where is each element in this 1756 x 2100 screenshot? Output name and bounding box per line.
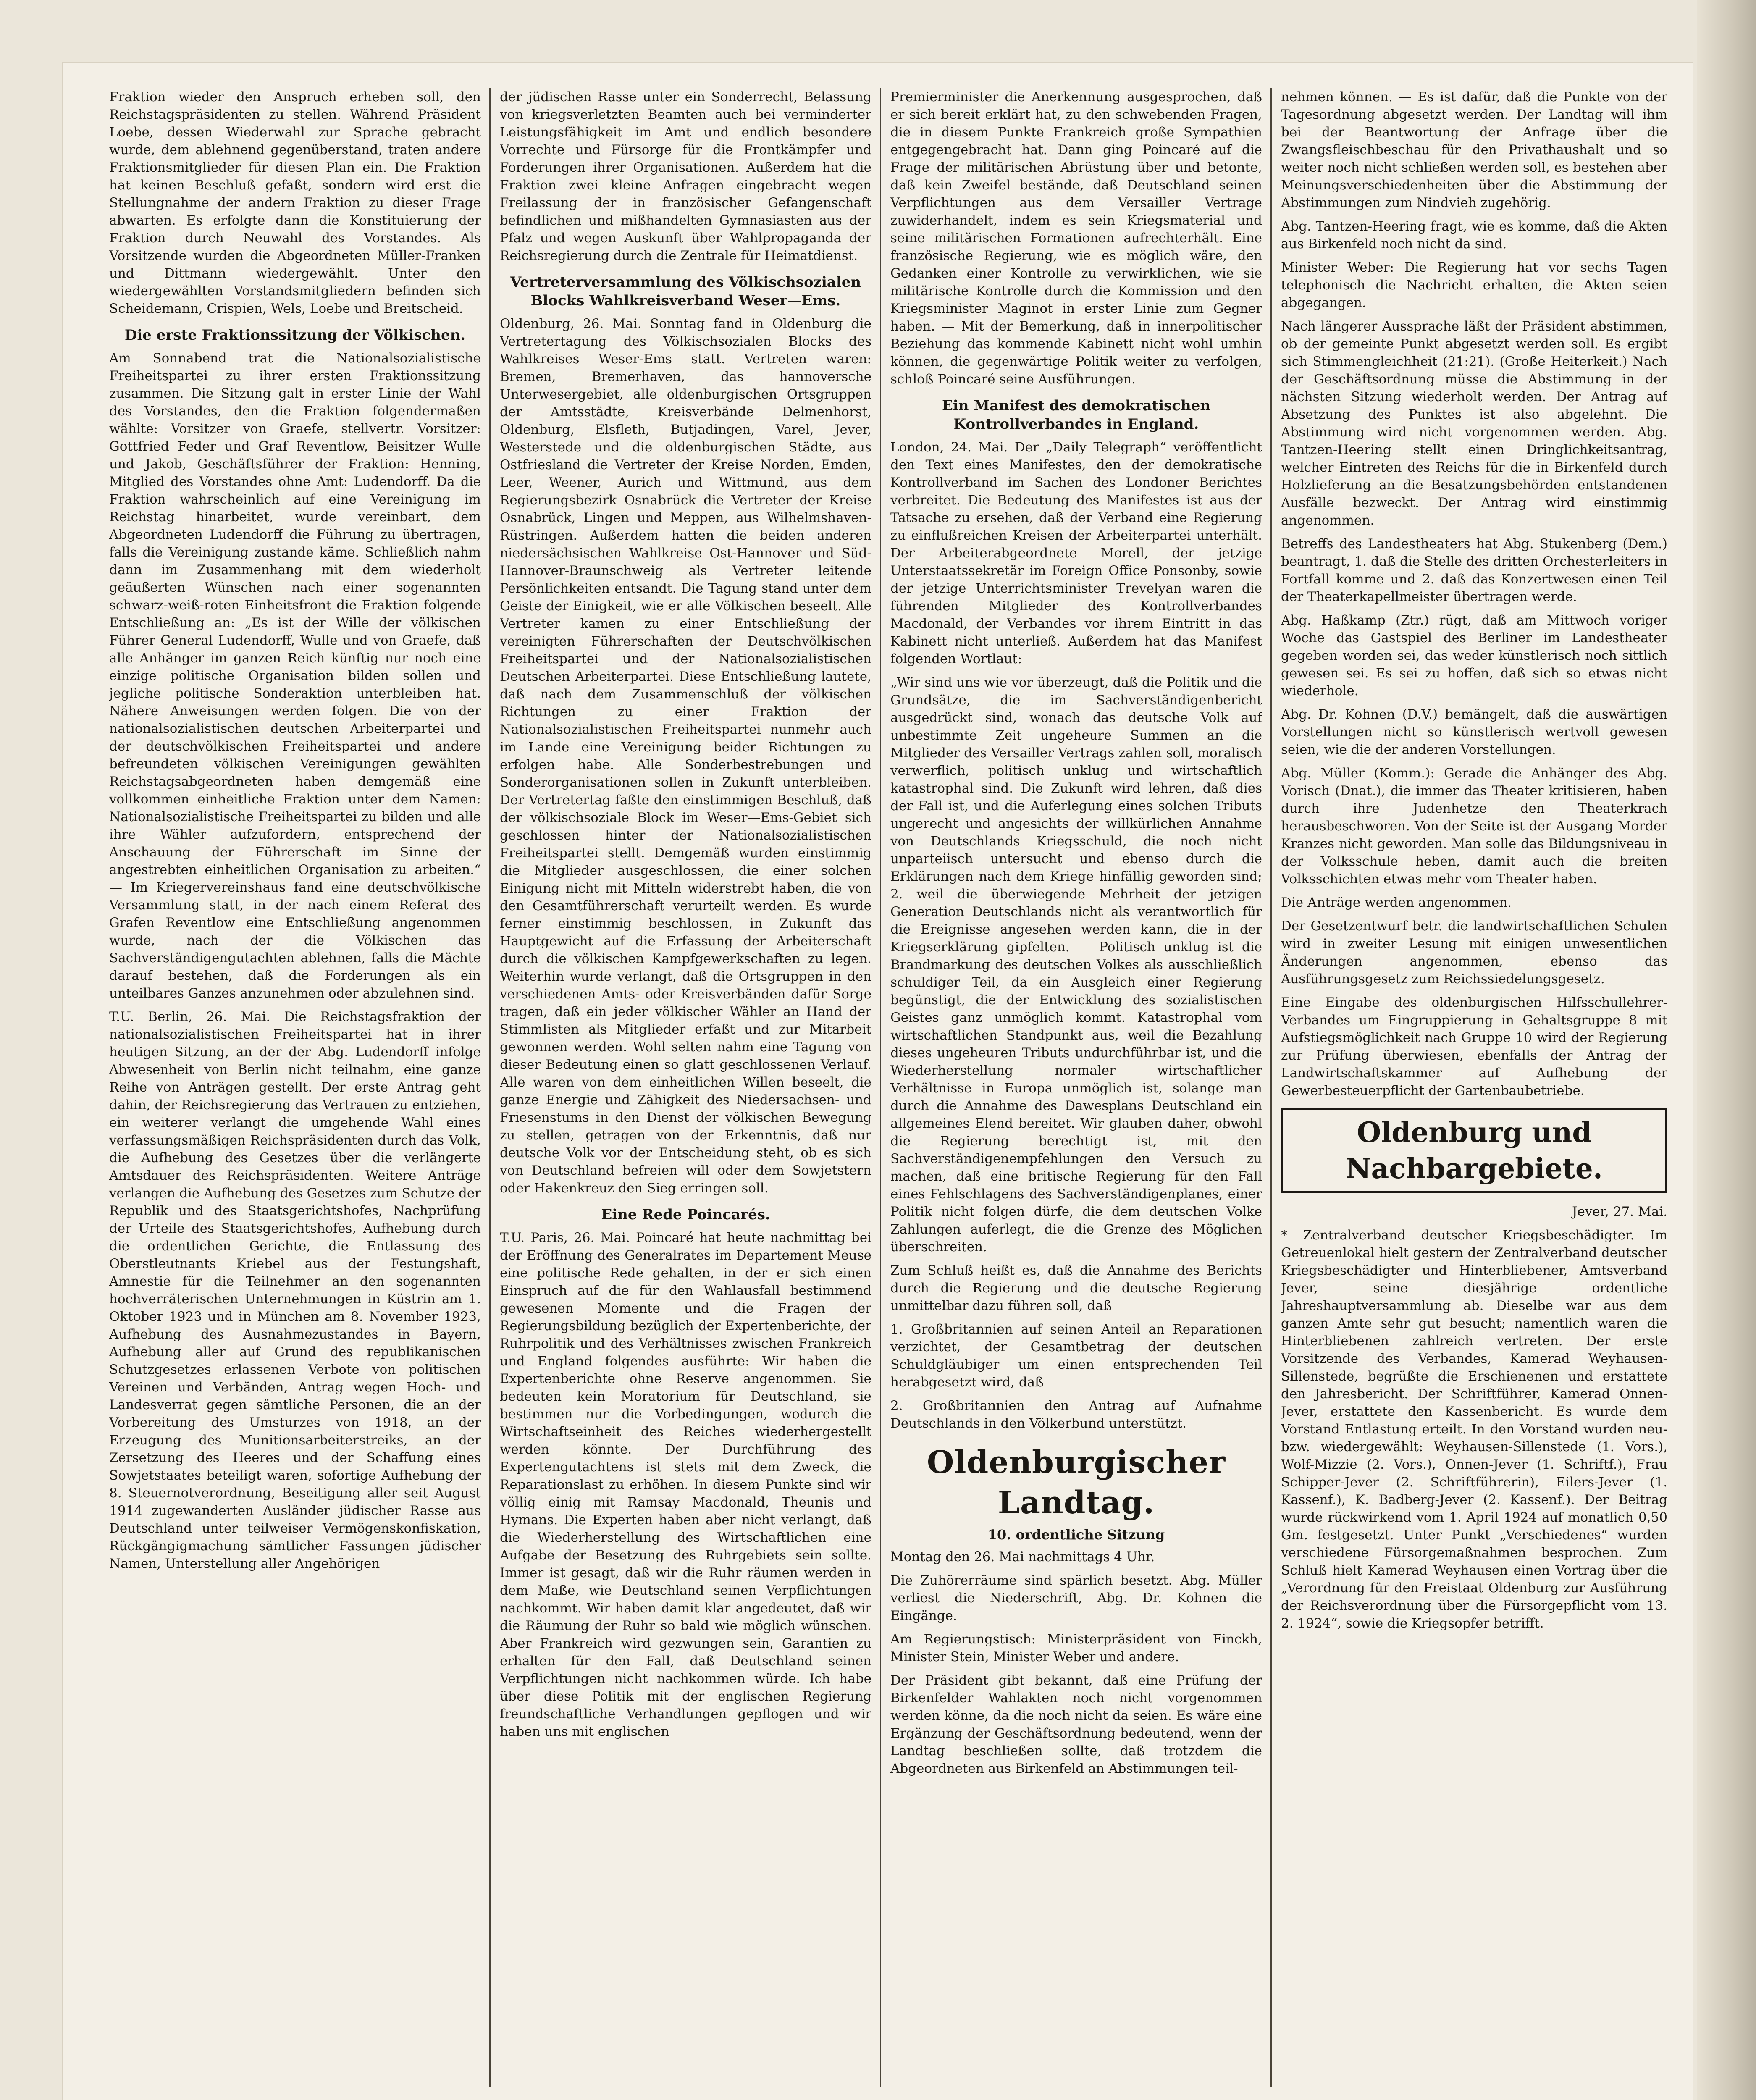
column-divider xyxy=(1270,88,1272,2087)
column-3 xyxy=(890,88,1262,2087)
article-headline: Die erste Fraktionssitzung der Völkischen. xyxy=(124,327,466,344)
article-paragraph: Abg. Dr. Kohnen (D.V.) bemängelt, daß die auswärtigen Vorstellungen nicht so künstlerisch wertvoll gewesen seien, wie die der anderen Vorstellungen. xyxy=(1281,707,1667,757)
landtag-masthead: Oldenburgischer Landtag. xyxy=(927,1444,1226,1521)
article-paragraph: Abg. Haßkamp (Ztr.) rügt, daß am Mittwoch voriger Woche das Gastspiel des Berliner im Landestheater gegeben worden sei, das weder künstlerisch noch sittlich gewesen sei. Es sei zu hoffen, daß sich so etwas nicht wiederhole. xyxy=(1281,613,1667,698)
column-2 xyxy=(500,88,871,2087)
article-paragraph: London, 24. Mai. Der „Daily Telegraph“ veröffentlicht den Text eines Manifestes, den der demokratische Kontrollverband im Sachen des Londoner Berichtes verbreitet. Die Bedeutung des Manifestes ist aus der Tatsache zu ersehen, daß der Verband eine Regierung zu einflußreichen Kreisen der Arbeiterpartei unterhält. Der Arbeiterabgeordnete Morell, der jetzige Unterstaatssekretär im Foreign Office Ponsonby, sowie der jetzige Unterrichtsminister Trevelyan waren die führenden Mitglieder des Kontrollverbandes Macdonald, der Verbandes vor ihrem Eintritt in das Kabinett nicht unterließ. Außerdem hat das Manifest folgenden Wortlaut: xyxy=(890,440,1262,667)
article-paragraph: Abg. Müller (Komm.): Gerade die Anhänger des Abg. Vorisch (Dnat.), die immer das Theater kritisieren, haben durch ihre Judenhetze den Theaterkrach herausbeschworen. Von der Seite ist der Ausgang Morder Kranzes nicht geworden. Man solle das Bildungsniveau in der Volksschule heben, damit auch die breiten Volksschichten etwas mehr vom Theater haben. xyxy=(1281,766,1667,887)
article-headline: Eine Rede Poincarés. xyxy=(601,1206,770,1223)
article-paragraph: Premierminister die Anerkennung ausgesprochen, daß er sich bereit erklärt hat, zu den schwebenden Fragen, die in diesem Punkte Frankreich große Sympathien entgegengebracht hat. Dann ging Poincaré auf die Frage der militärischen Abrüstung über und betonte, daß kein Zweifel bestände, daß Deutschland seinen Verpflichtungen aus dem Versailler Vertrage zuwiderhandelt, indem es sein Kriegsmaterial und seine militärischen Formationen aufrechterhält. Eine französische Regierung, wie es möglich wäre, den Gedanken einer Kontrolle zu verwirklichen, wie sie militärische Kontrolle durch die Kommission und den Kriegsminister Maginot in erster Linie zum Gegner haben. — Mit der Bemerkung, daß in innerpolitischer Beziehung das kommende Kabinett nicht wohl umhin können, die gegenwärtige Politik weiter zu verfolgen, schloß Poincaré seine Ausführungen. xyxy=(890,89,1262,387)
column-1 xyxy=(109,88,481,2087)
article-paragraph: Betreffs des Landestheaters hat Abg. Stukenberg (Dem.) beantragt, 1. daß die Stelle des dritten Orchesterleiters in Fortfall komme und 2. daß das Konzertwesen einen Teil der Theaterkapellmeister übertragen werde. xyxy=(1281,536,1667,604)
article-paragraph: 1. Großbritannien auf seinen Anteil an Reparationen verzichtet, der Gesamtbetrag der deutschen Schuldgläubiger um einen entsprechenden Teil herabgesetzt wird, daß xyxy=(890,1322,1262,1390)
article-paragraph: T.U. Paris, 26. Mai. Poincaré hat heute nachmittag bei der Eröffnung des Generalrates im Departement Meuse eine politische Rede gehalten, in der er sich einen Einspruch auf die für den Wahlausfall bestimmend gewesenen Momente und die Fragen der Regierungsbildung bezüglich der Expertenberichte, der Ruhrpolitik und des Verhältnisses zwischen Frankreich und England folgendes ausführte: Wir haben die Expertenberichte ohne Reserve angenommen. Sie bedeuten kein Moratorium für Deutschland, sie bestimmen nur die Vorbedingungen, wodurch die Wirtschaftseinheit des Reiches wiederhergestellt werden könnte. Der Durchführung des Expertengutachtens ist stets mit dem Zweck, die Reparationslast zu erhöhen. In diesem Punkte sind wir völlig einig mit Ramsay Macdonald, Theunis und Hymans. Die Experten haben aber nicht verlangt, daß die Wiederherstellung des Wirtschaftlichen eine Aufgabe der Besetzung des Ruhrgebiets sein sollte. Immer ist gesagt, daß wir die Ruhr räumen werden in dem Maße, wie Deutschland seinen Verpflichtungen nachkommt. Wir haben damit klar angedeutet, daß wir die Räumung der Ruhr so bald wie möglich wünschen. Aber Frankreich wird gezwungen sein, Garantien zu erhalten für den Fall, daß Deutschland seinen Verpflichtungen nicht nachkommen würde. Ich habe über diese Politik mit der englischen Regierung freundschaftliche Verhandlungen gepflogen und wir haben uns mit englischen xyxy=(500,1230,871,1739)
article-paragraph: 2. Großbritannien den Antrag auf Aufnahme Deutschlands in den Völkerbund unterstützt. xyxy=(890,1398,1262,1431)
column-divider xyxy=(489,88,491,2087)
article-paragraph: Minister Weber: Die Regierung hat vor sechs Tagen telephonisch die Nachricht erhalten, die Akten seien abgegangen. xyxy=(1281,260,1667,310)
article-paragraph: Der Gesetzentwurf betr. die landwirtschaftlichen Schulen wird in zweiter Lesung mit einigen unwesentlichen Änderungen angenommen, ebenso das Ausführungsgesetz zum Reichssiedelungsgesetz. xyxy=(1281,919,1667,987)
session-label: 10. ordentliche Sitzung xyxy=(987,1527,1165,1543)
article-paragraph: „Wir sind uns wie vor überzeugt, daß die Politik und die Grundsätze, die im Sachverständigenbericht ausgedrückt sind, wonach das deutsche Volk auf unbestimmte Zeit ungeheure Summen an die Mitglieder des Versailler Vertrags zahlen soll, moralisch verwerflich, politisch unklug und wirtschaftlich katastrophal sind. Die Zukunft wird lehren, daß dies der Fall ist, und die Auferlegung eines solchen Tributs ungerecht und angesichts der willkürlichen Annahme von Deutschlands Kriegsschuld, die noch nicht unparteiisch untersucht und ebenso durch die Erklärungen nach dem Kriege hinfällig geworden sind; 2. weil die überwiegende Mehrheit der jetzigen Generation Deutschlands nicht als verantwortlich für die Ereignisse angesehen werden kann, die in der Kriegserklärung gipfelten. — Politisch unklug ist die Brandmarkung des deutschen Volkes als ausschließlich schuldiger Teil, da ein Ausgleich einer Regierung begünstigt, die der Entwicklung des sozialistischen Geistes ganz unmöglich kommt. Katastrophal vom wirtschaftlichen Standpunkt aus, weil die Bezahlung dieses ungeheuren Tributs undurchführbar ist, und die Wiederherstellung normaler wirtschaftlicher Verhältnisse in Europa unmöglich ist, solange man durch die Annahme des Dawesplans Deutschland ein allgemeines Elend bereitet. Wir glauben daher, obwohl die Regierung berechtigt ist, mit den Sachverständigenempfehlungen den Versuch zu machen, daß eine britische Regierung für den Fall eines Fehlschlagens des Sachverständigenplanes, einer Politik nicht folgen dürfe, die dem deutschen Volke Zahlungen auferlegt, die die Grenze des Möglichen überschreiten. xyxy=(890,675,1262,1255)
article-paragraph: Nach längerer Aussprache läßt der Präsident abstimmen, ob der gemeinte Punkt abgesetzt werden soll. Es ergibt sich Stimmengleichheit (21:21). (Große Heiterkeit.) Nach der Geschäftsordnung müsse die Abstimmung in der nächsten Sitzung wiederholt werden. Der Antrag auf Absetzung des Punktes ist also abgelehnt. Die Abstimmung wird nicht vorgenommen werden. Abg. Tantzen-Heering stellt einen Dringlichkeitsantrag, welcher Eintreten des Reichs für die in Birkenfeld durch Holzlieferung an die Besatzungsbehörden entstandenen Ausfälle bezweckt. Der Antrag wird einstimmig angenommen. xyxy=(1281,319,1667,528)
column-divider xyxy=(880,88,881,2087)
article-paragraph: Der Präsident gibt bekannt, daß eine Prüfung der Birkenfelder Wahlakten noch nicht vorgenommen werden könne, da die noch nicht da seien. Es wäre eine Ergänzung der Geschäftsordnung bedeutend, wenn der Landtag beschließen sollte, daß trotzdem die Abgeordneten aus Birkenfeld an Abstimmungen teil- xyxy=(890,1673,1262,1776)
article-paragraph: Abg. Tantzen-Heering fragt, wie es komme, daß die Akten aus Birkenfeld noch nicht da sind. xyxy=(1281,219,1667,252)
article-headline: Vertreterversammlung des Völkischsozialen Blocks Wahlkreisverband Weser—Ems. xyxy=(510,274,861,309)
article-paragraph: T.U. Berlin, 26. Mai. Die Reichstagsfraktion der nationalsozialistischen Freiheitspartei hat in ihrer heutigen Sitzung, an der der Abg. Ludendorff infolge Abwesenheit von Berlin nicht teilnahm, eine ganze Reihe von Anträgen gestellt. Der erste Antrag geht dahin, der Reichsregierung das Vertrauen zu entziehen, ein weiterer verlangt die umgehende Wahl eines verfassungsmäßigen Reichspräsidenten durch das Volk, die Aufhebung des Gesetzes über die verlängerte Amtsdauer des Reichspräsidenten. Weitere Anträge verlangen die Aufhebung des Gesetzes zum Schutze der Republik und des Staatsgerichtshofes, Nachprüfung der Urteile des Staatsgerichtshofes, Aufhebung durch die ordentlichen Gerichte, die Entlassung des Oberstleutnants Kriebel aus der Festungshaft, Amnestie für die Teilnehmer an den sogenannten hochverräterischen Unternehmungen in Küstrin am 1. Oktober 1923 und in München am 8. November 1923, Aufhebung des Ausnahmezustandes in Bayern, Aufhebung aller auf Grund des republikanischen Schutzgesetzes erlassenen Verbote von politischen Vereinen und Verbänden, Antrag wegen Hoch- und Landesverrat gegen sämtliche Personen, die an der Vorbereitung des Umsturzes von 1918, an der Erzeugung des Munitionsarbeiterstreiks, an der Zersetzung des Heeres und der Schaffung eines Sowjetstaates beteiligt waren, sofortige Aufhebung der 8. Steuernotverordnung, Beseitigung aller seit August 1914 zugewanderten Ausländer jüdischer Rasse aus Deutschland unter teilweiser Vermögenskonfiskation, Rückgängigmachung sämtlicher Fassungen jüdischer Namen, Unterstellung aller Angehörigen xyxy=(109,1009,481,1571)
dateline: Jever, 27. Mai. xyxy=(1572,1204,1667,1219)
column-4 xyxy=(1281,88,1667,2087)
article-paragraph: Am Sonnabend trat die Nationalsozialistische Freiheitspartei zu ihrer ersten Fraktionssitzung zusammen. Die Sitzung galt in erster Linie der Wahl des Vorstandes, den die Fraktion folgendermaßen wählte: Vorsitzer von Graefe, stellvertr. Vorsitzer: Gottfried Feder und Graf Reventlow, Beisitzer Wulle und Jakob, Geschäftsführer der Fraktion: Henning, Mitglied des Vorstandes ohne Amt: Ludendorff. Da die Fraktion wahrscheinlich auf eine Vereinigung im Reichstag hinarbeitet, wurde vereinbart, dem Abgeordneten Ludendorff die Führung zu übertragen, falls die Vereinigung zustande käme. Schließlich nahm dann im Zusammenhang mit dem wiederholt geäußerten Wünschen nach einer sogenannten schwarz-weiß-roten Einheitsfront die Fraktion folgende Entschließung an: „Es ist der Wille der völkischen Führer General Ludendorff, Wulle und von Graefe, daß alle Anhänger im ganzen Reich künftig nur noch eine einzige politische Organisation bilden sollen und jegliche politische Sonderaktion unterbleiben hat. Nähere Anweisungen werden folgen. Die von der nationalsozialistischen deutschen Arbeiterpartei und der deutschvölkischen Freiheitspartei und andere befreundeten völkischen Vereinigungen gewählten Reichstagsabgeordneten haben demgemäß eine vollkommen einheitliche Fraktion unter dem Namen: Nationalsozialistische Freiheitspartei zu bilden und alle ihre Wähler aufzufordern, entsprechend der Anschauung der Führerschaft im Sinne der angestrebten einheitlichen Organisation zu arbeiten.“ — Im Kriegervereinshaus fand eine deutschvölkische Versammlung statt, in der nach einem Referat des Grafen Reventlow eine Entschließung angenommen wurde, nach der die Völkischen das Sachverständigengutachten ablehnen, falls die Mächte darauf bestehen, daß die Forderungen als ein unteilbares Ganzes anzunehmen oder abzulehnen sind. xyxy=(109,351,481,1001)
regional-masthead: Oldenburg und Nachbargebiete. xyxy=(1281,1108,1667,1193)
article-paragraph: nehmen können. — Es ist dafür, daß die Punkte von der Tagesordnung abgesetzt werden. Der Landtag will ihm bei der Beantwortung der Anfrage über die Zwangsfleischbeschau für den Privathaushalt und so weiter noch nicht schließen werden soll, es bestehen aber Meinungsverschiedenheiten über die Abstimmung der Abstimmungen zum Nindvieh zugehörig. xyxy=(1281,89,1667,210)
news-section xyxy=(109,88,1672,2087)
article-paragraph: Die Zuhörerräume sind spärlich besetzt. Abg. Müller verliest die Niederschrift, Abg. Dr. Kohnen die Eingänge. xyxy=(890,1573,1262,1623)
article-paragraph: Eine Eingabe des oldenburgischen Hilfsschullehrer-Verbandes um Eingruppierung in Gehaltsgruppe 8 mit Aufstiegsmöglichkeit nach Gruppe 10 wird der Regierung zur Prüfung überwiesen, ebenfalls der Antrag der Landwirtschaftskammer auf Aufhebung der Gewerbesteuerpflicht der Gartenbaubetriebe. xyxy=(1281,995,1667,1098)
article-paragraph: Zum Schluß heißt es, daß die Annahme des Berichts durch die Regierung und die deutsche Regierung unmittelbar dazu führen soll, daß xyxy=(890,1263,1262,1313)
binding-fold xyxy=(1697,0,1756,2100)
article-paragraph: Am Regierungstisch: Ministerpräsident von Finckh, Minister Stein, Minister Weber und andere. xyxy=(890,1632,1262,1664)
article-headline: Ein Manifest des demokratischen Kontrollverbandes in England. xyxy=(942,397,1211,433)
newspaper-page xyxy=(63,63,1693,2100)
article-paragraph: der jüdischen Rasse unter ein Sonderrecht, Belassung von kriegsverletzten Beamten auch bei verminderter Leistungsfähigkeit im Amt und endlich besondere Vorrechte und Fürsorge für die Frontkämpfer und Forderungen ihrer Organisationen. Außerdem hat die Fraktion zwei kleine Anfragen eingebracht wegen Freilassung der in französischer Gefangenschaft befindlichen und mißhandelten Gymnasiasten aus der Pfalz und wegen Auskunft über Wahlpropaganda der Reichsregierung durch die Zentrale für Heimatdienst. xyxy=(500,89,871,263)
article-paragraph: Montag den 26. Mai nachmittags 4 Uhr. xyxy=(890,1549,1155,1564)
article-paragraph: Oldenburg, 26. Mai. Sonntag fand in Oldenburg die Vertretertagung des Völkischsozialen Blocks des Wahlkreises Weser-Ems statt. Vertreten waren: Bremen, Bremerhaven, das hannoversche Unterwesergebiet, alle oldenburgischen Ortsgruppen der Amtsstädte, Kreisverbände Delmenhorst, Oldenburg, Elsfleth, Butjadingen, Varel, Jever, Westerstede und die oldenburgischen Städte, aus Ostfriesland die Vertreter der Kreise Norden, Emden, Leer, Weener, Aurich und Wittmund, aus dem Regierungsbezirk Osnabrück die Vertreter der Kreise Osnabrück, Lingen und Meppen, aus Wilhelmshaven-Rüstringen. Außerdem hatten die beiden anderen niedersächsischen Wahlkreise Ost-Hannover und Süd-Hannover-Braunschweig als Vertreter leitende Persönlichkeiten entsandt. Die Tagung stand unter dem Geiste der Einigkeit, wie er alle Völkischen beseelt. Alle Vertreter kamen zu einer Entschließung der vereinigten Führerschaften der Deutschvölkischen Freiheitspartei und der Nationalsozialistischen Deutschen Arbeiterpartei. Diese Entschließung lautete, daß nach dem Zusammenschluß der völkischen Richtungen zu einer Fraktion der Nationalsozialistischen Freiheitspartei nunmehr auch im Lande eine Vereinigung beider Richtungen zu erfolgen habe. Alle Sonderbestrebungen und Sonderorganisationen sollen in Zukunft unterbleiben. Der Vertretertag faßte den einstimmigen Beschluß, daß der völkischsoziale Block im Weser—Ems-Gebiet sich geschlossen hinter der Nationalsozialistischen Freiheitspartei stellt. Demgemäß wurden einstimmig die Mitglieder ausgeschlossen, die einer solchen Einigung nicht mit Mitteln widerstrebt haben, die von den Gesamtführerschaft verurteilt werden. Es wurde ferner einstimmig beschlossen, in Zukunft das Hauptgewicht auf die Erfassung der Arbeiterschaft durch die völkischen Kampfgewerkschaften zu legen. Weiterhin wurde verlangt, daß die Ortsgruppen in den verschiedenen Amts- oder Kreisverbänden dafür Sorge tragen, daß ein jeder völkischer Wähler an Hand der Stimmlisten als Mitglieder erfaßt und zur Mitarbeit gewonnen werden. Wohl selten nahm eine Tagung von dieser Bedeutung einen so glatt geschlossenen Verlauf. Alle waren von dem einheitlichen Willen beseelt, die ganze Energie und Zähigkeit des Niedersachsen- und Friesenstums in den Dienst der völkischen Bewegung zu stellen, getragen von der Erkenntnis, daß nur deutsche Volk vor der Entscheidung steht, ob es sich von Deutschland befreien will oder dem Sowjetstern oder Hakenkreuz den Sieg erringen soll. xyxy=(500,316,871,1196)
article-paragraph: Fraktion wieder den Anspruch erheben soll, den Reichstagspräsidenten zu stellen. Während Präsident Loebe, dessen Wiederwahl zur Sprache gebracht wurde, dem ablehnend gegenüberstand, traten andere Fraktionsmitglieder für diesen Plan ein. Die Fraktion hat keinen Beschluß gefaßt, sondern wird erst die Stellungnahme der andern Fraktion zu dieser Frage abwarten. Es erfolgte dann die Konstituierung der Fraktion durch Neuwahl des Vorstandes. Als Vorsitzende wurden die Abgeordneten Müller-Franken und Dittmann wiedergewählt. Unter den wiedergewählten Vorstandsmitgliedern befinden sich Scheidemann, Crispien, Wels, Loebe und Breitscheid. xyxy=(109,89,481,316)
article-paragraph: * Zentralverband deutscher Kriegsbeschädigter. Im Getreuenlokal hielt gestern der Zentralverband deutscher Kriegsbeschädigter und Hinterbliebener, Amtsverband Jever, seine diesjährige ordentliche Jahreshauptversammlung ab. Dieselbe war aus dem ganzen Amte sehr gut besucht; namentlich waren die Hinterbliebenen zahlreich vertreten. Der erste Vorsitzende des Verbandes, Kamerad Weyhausen-Sillenstede, begrüßte die Erschienenen und erstattete den Jahresbericht. Der Schriftführer, Kamerad Onnen-Jever, erstattete den Kassenbericht. Es wurde dem Vorstand Entlastung erteilt. In den Vorstand wurden neu- bzw. wiedergewählt: Weyhausen-Sillenstede (1. Vors.), Wolf-Mizzie (2. Vors.), Onnen-Jever (1. Schriftf.), Frau Schipper-Jever (2. Schriftführerin), Eilers-Jever (1. Kassenf.), K. Badberg-Jever (2. Kassenf.). Der Beitrag wurde rückwirkend vom 1. April 1924 auf monatlich 0,50 Gm. festgesetzt. Unter Punkt „Verschiedenes“ wurden verschiedene Fürsorgemaßnahmen besprochen. Zum Schluß hielt Kamerad Weyhausen einen Vortrag über die „Verordnung für den Freistaat Oldenburg zur Ausführung der Reichsverordnung über die Fürsorgepflicht vom 13. 2. 1924“, sowie die Kriegsopfer betrifft. xyxy=(1281,1228,1667,1631)
article-paragraph: Die Anträge werden angenommen. xyxy=(1281,895,1512,910)
